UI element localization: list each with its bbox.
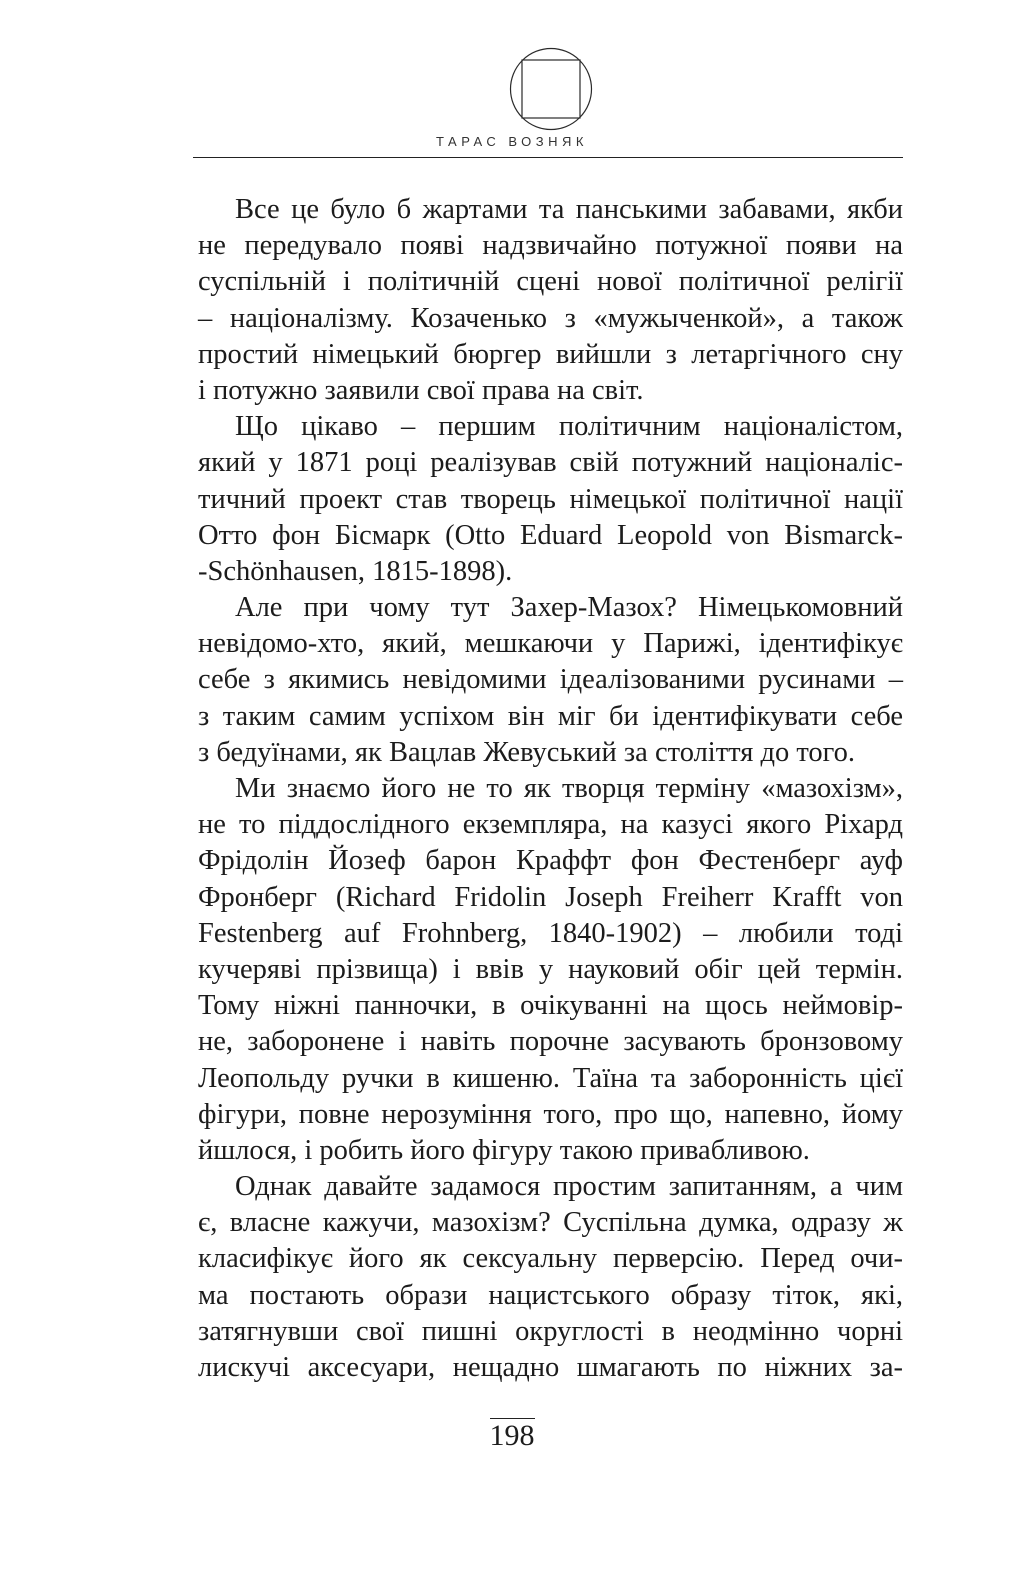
paragraph [198,1169,903,1386]
paragraph [198,590,903,771]
text-line: затягнувши свої пишні округлості в неодмінно чорні [198,1315,903,1347]
text-line: простий німецький бюргер вийшли з летаргічного сну [198,338,903,370]
text-line: не, заборонене і навіть порочне засувають бронзовому [198,1026,903,1058]
text-line: Фрідолін Йозеф барон Краффт фон Фестенберг ауф [198,845,903,877]
text-line: класифікує його як сексуальну перверсію. Перед очи- [198,1243,903,1275]
text-line: Festenberg auf Frohnberg, 1840-1902) – любили тоді [198,917,903,949]
text-line: Однак давайте задамося простим запитанням, а чим [235,1171,903,1203]
text-line: з бедуїнами, як Вацлав Жевуський за століття до того. [198,736,856,768]
text-line: Тому ніжні панночки, в очікуванні на щось неймовір- [198,990,903,1022]
text-line: тичний проект став творець німецької політичної нації [198,483,903,515]
text-line: який у 1871 році реалізував свій потужний націоналіс- [198,447,903,479]
page-number-container [0,1418,1024,1453]
paragraph [198,409,903,590]
text-line: ма постають образи нацистського образу тіток, які, [198,1279,903,1311]
circle-square-emblem-icon [509,47,593,131]
text-line: є, власне кажучи, мазохізм? Суспільна думка, одразу ж [198,1207,903,1239]
text-line: Леопольду ручки в кишеню. Таїна та заборонність цієї [198,1062,903,1094]
text-line: суспільній і політичній сцені нової політичної релігії [198,266,903,298]
paragraph [198,192,903,409]
text-line: невідомо-хто, який, мешкаючи у Парижі, ідентифікує [198,628,903,660]
text-line: кучеряві прізвища) і ввів у науковий обіг цей термін. [198,953,903,985]
body-text [198,192,903,1386]
text-line: лискучі аксесуари, нещадно шмагають по ніжних за- [198,1352,903,1383]
text-line: не передувало появі надзвичайно потужної появи на [198,230,903,262]
text-line: не то піддослідного екземпляра, на казусі якого Ріхард [198,809,903,841]
text-line: і потужно заявили свої права на світ. [198,374,644,406]
header-rule [193,157,903,158]
text-line: Ми знаємо його не то як творця терміну «мазохізм», [235,773,903,804]
text-line: Що цікаво – першим політичним націоналістом, [235,411,903,443]
text-line: Фронберг (Richard Fridolin Joseph Freiherr Krafft von [198,881,903,913]
paragraph [198,771,903,1169]
text-line: -Schönhausen, 1815-1898). [198,555,513,587]
text-line: себе з якимись невідомими ідеалізованими русинами – [198,664,903,696]
text-line: Отто фон Бісмарк (Otto Eduard Leopold von Bismarck- [198,519,903,551]
text-line: йшлося, і робить його фігуру такою привабливою. [198,1134,810,1166]
running-head: ТАРАС ВОЗНЯК [436,134,588,149]
page-number: 198 [489,1419,535,1452]
text-line: Але при чому тут Захер-Мазох? Німецькомовний [235,592,903,624]
text-line: з таким самим успіхом він міг би ідентифікувати себе [198,700,903,732]
text-line: – націоналізму. Козаченько з «мужыченкой», а також [198,302,903,334]
text-line: Все це було б жартами та панськими забавами, якби [235,194,903,225]
text-line: фігури, повне нерозуміння того, про що, напевно, йому [198,1098,903,1130]
